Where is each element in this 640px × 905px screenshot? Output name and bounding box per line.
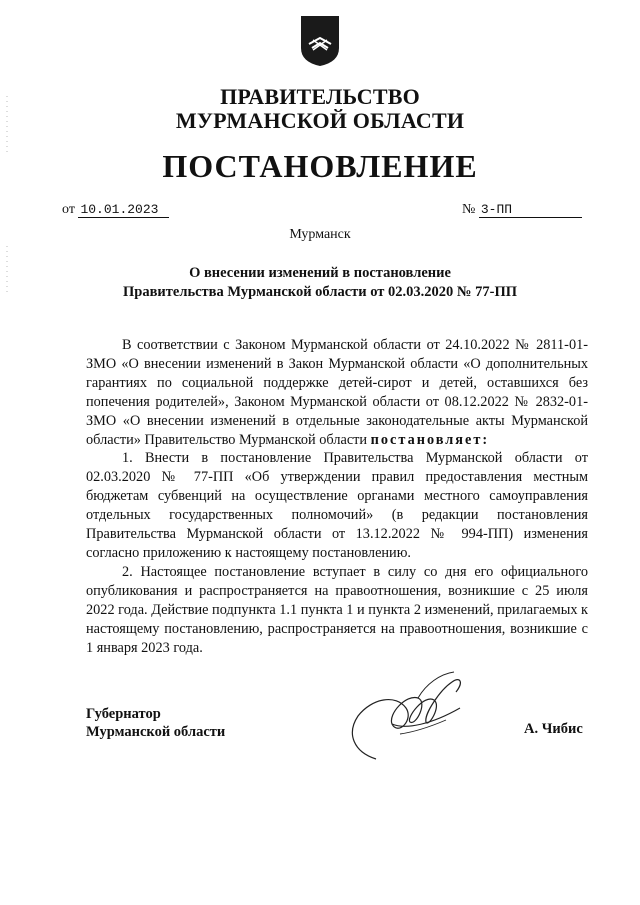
city-name: Мурманск <box>289 227 351 242</box>
document-body <box>86 336 588 657</box>
coat-of-arms-emblem <box>299 14 341 68</box>
handwritten-signature <box>336 664 486 774</box>
signatory-title-line1: Губернатор <box>86 706 161 722</box>
document-date: 10.01.2023 <box>78 202 169 218</box>
preamble-text: В соответствии с Законом Мурманской области от 24.10.2022 № 2811-01-ЗМО «О внесении изменений в Закон Мурманской области «О дополнительных гарантиях по социальной поддержке детей-сирот и детей, оставшихся без попечения родителей», Законом Мурманской области от 08.12.2022 № 2832-01-ЗМО «О внесении изменений в отдельные законодательные акты Мурманской области» Правительство Мурманской области <box>86 337 588 448</box>
document-type-title: ПОСТАНОВЛЕНИЕ <box>162 148 478 184</box>
number-prefix: № <box>462 202 476 217</box>
decree-word: постановляет: <box>370 431 490 448</box>
subject-line1: О внесении изменений в постановление <box>189 265 451 281</box>
signatory-name: А. Чибис <box>524 721 583 737</box>
subject-line2: Правительства Мурманской области от 02.03.2020 № 77-ПП <box>122 284 518 300</box>
paragraph-preamble <box>86 336 588 449</box>
document-date-field <box>62 202 169 218</box>
document-number: 3-ПП <box>479 202 582 218</box>
org-name-line1: ПРАВИТЕЛЬСТВО <box>220 84 420 109</box>
paragraph-item-1: 1. Внести в постановление Правительства Мурманской области от 02.03.2020 № 77-ПП «Об утверждении правил предоставления местным бюджетам субвенций на осуществление органами местного самоуправления отдельных государственных полномочий» (в редакции постановления Правительства Мурманской области от 13.12.2022 № 994-ПП) изменения согласно приложению к настоящему постановлению. <box>86 450 588 561</box>
document-number-field <box>462 202 582 218</box>
signatory-title-line2: Мурманской области <box>86 724 226 740</box>
paragraph-item-2: 2. Настоящее постановление вступает в силу со дня его официального опубликования и распространяется на правоотношения, возникшие с 25 июля 2022 года. Действие подпункта 1.1 пункта 1 и пункта 2 изменений, прилагаемых к настоящему постановлению, распространяется на правоотношения, возникшие с 1 января 2023 года. <box>86 563 588 656</box>
date-prefix: от <box>62 202 75 217</box>
org-name-line2: МУРМАНСКОЙ ОБЛАСТИ <box>175 108 465 133</box>
